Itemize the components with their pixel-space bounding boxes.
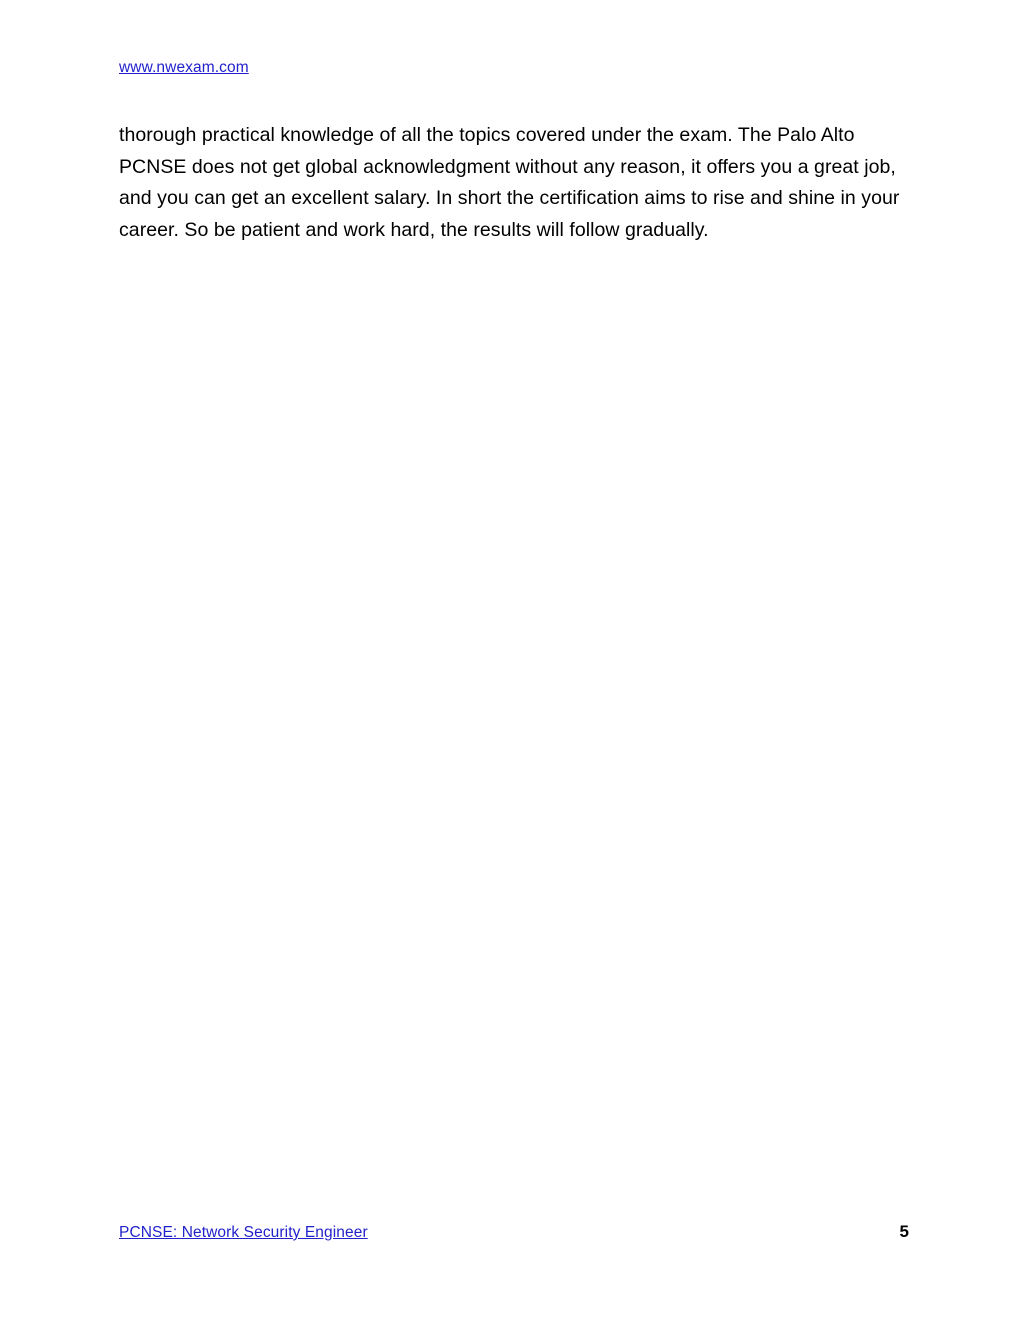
- footer-page-number: 5: [899, 1222, 909, 1241]
- header-site-link[interactable]: www.nwexam.com: [119, 59, 249, 76]
- body-paragraph: thorough practical knowledge of all the topics covered under the exam. The Palo Alto PCNSE does not get global acknowledgment without any reason, it offers you a great job, and you can get an excellent salary. In short the certification aims to rise and shine in your career. So be patient and work hard, the results will follow gradually.: [119, 124, 900, 241]
- footer-document-title-link[interactable]: PCNSE: Network Security Engineer: [119, 1224, 368, 1241]
- page-footer: [119, 1222, 909, 1242]
